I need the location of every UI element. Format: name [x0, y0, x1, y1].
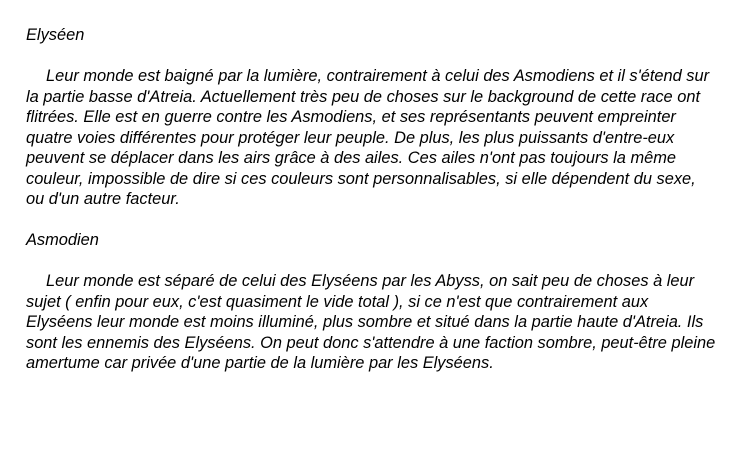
section-text-elyseen: Leur monde est baigné par la lumière, contrairement à celui des Asmodiens et il s'étend sur la partie basse d'Atreia. Actuellement très peu de choses sur le background de cette race ont flitrées. Elle est en guerre contre les Asmodiens, et ses représentants peuvent empreinter quatre voies différentes pour protéger leur peuple. De plus, les plus puissants d'entre-eux peuvent se déplacer dans les airs grâce à des ailes. Ces ailes n'ont pas toujours la même couleur, impossible de dire si ces couleurs sont personnalisables, si elle dépendent du sexe, ou d'un autre facteur.: [26, 67, 710, 208]
spacer: [26, 251, 716, 272]
spacer: [26, 210, 716, 231]
section-text-asmodien: Leur monde est séparé de celui des Elyséens par les Abyss, on sait peu de choses à leur sujet ( enfin pour eux, c'est quasiment le vide total ), si ce n'est que contrairement aux Elyséens leur monde est moins illuminé, plus sombre et situé dans la partie haute d'Atreia. Ils sont les ennemis des Elyséens. On peut donc s'attendre à une faction sombre, peut-être pleine amertume car privée d'une partie de la lumière par les Elyséens.: [26, 272, 716, 372]
section-heading-asmodien: Asmodien: [26, 231, 99, 249]
spacer: [26, 46, 716, 67]
document-body: [26, 25, 716, 374]
section-heading-elyseen: Elyséen: [26, 26, 85, 44]
